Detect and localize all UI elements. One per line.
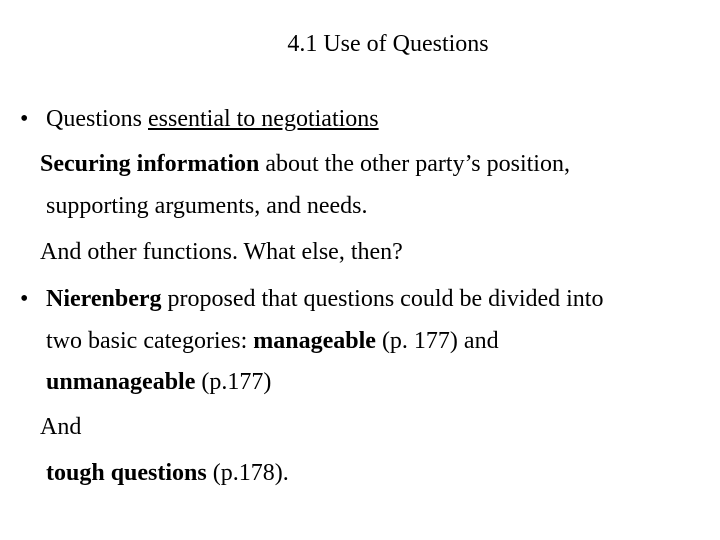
- bullet-2-text-3: (p.177): [195, 369, 272, 395]
- bullet-1-plain: Questions: [46, 106, 148, 132]
- bullet-2-line-3: [46, 366, 271, 398]
- nierenberg-bold: Nierenberg: [46, 286, 162, 312]
- other-functions-line: And other functions. What else, then?: [40, 239, 403, 265]
- bullet-1-text: [46, 103, 379, 135]
- and-line: And: [40, 414, 82, 440]
- securing-line-1: [40, 148, 570, 180]
- manageable-bold: manageable: [253, 328, 376, 354]
- securing-rest: about the other party’s position,: [259, 151, 570, 177]
- tough-questions-rest: (p.178).: [206, 460, 289, 486]
- bullet-2-text-2: (p. 177) and: [375, 328, 499, 354]
- securing-line-2: supporting arguments, and needs.: [46, 193, 368, 219]
- securing-bold: Securing information: [40, 151, 260, 177]
- tough-questions-bold: tough questions: [46, 460, 207, 486]
- bullet-2-line-2: [46, 325, 499, 357]
- tough-questions-line: [46, 457, 289, 489]
- bullet-1-marker: •: [20, 106, 29, 132]
- bullet-2-marker: •: [20, 286, 29, 312]
- bullet-2-text-1: proposed that questions could be divided into: [161, 286, 604, 312]
- bullet-2-line-2-text: two basic categories:: [46, 328, 254, 354]
- unmanageable-bold: unmanageable: [46, 369, 196, 395]
- bullet-1-underlined: essential to negotiations: [148, 106, 379, 132]
- bullet-2-line-1: [46, 283, 603, 315]
- slide-title: 4.1 Use of Questions: [287, 31, 489, 57]
